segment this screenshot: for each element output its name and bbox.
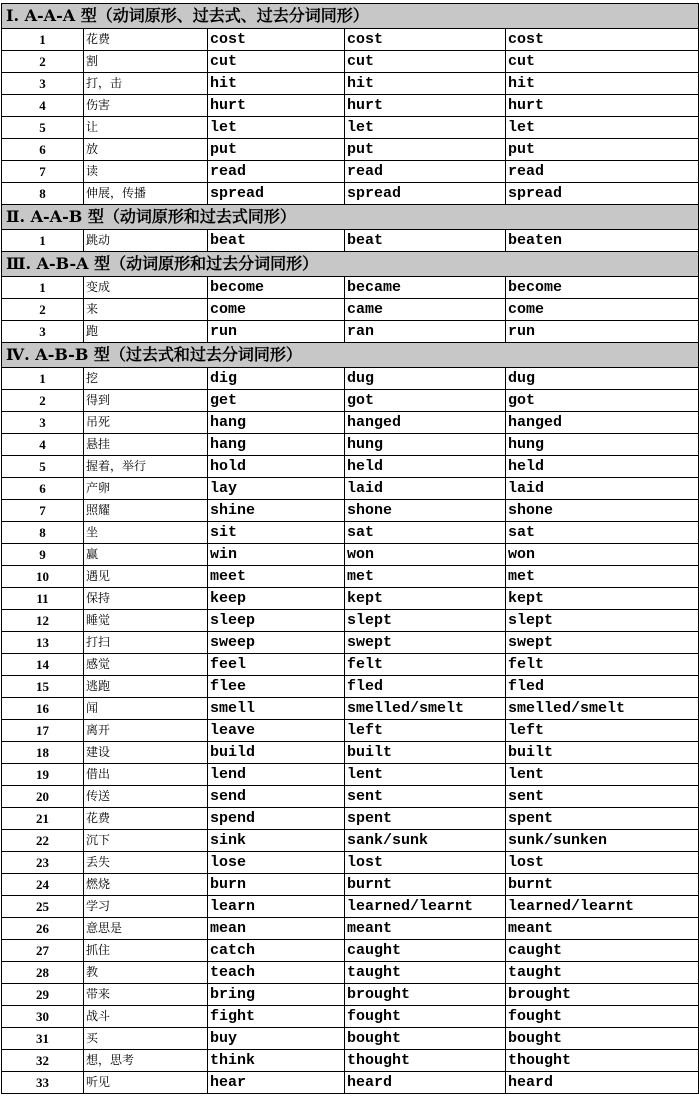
- past-tense: brought: [345, 984, 506, 1006]
- chinese-meaning: 变成: [84, 277, 208, 299]
- past-tense: spread: [345, 183, 506, 205]
- table-row: [2, 230, 699, 252]
- table-row: [2, 874, 699, 896]
- past-tense: let: [345, 117, 506, 139]
- chinese-meaning: 离开: [84, 720, 208, 742]
- table-row: [2, 742, 699, 764]
- past-participle: held: [506, 456, 699, 478]
- table-row: [2, 896, 699, 918]
- past-tense: put: [345, 139, 506, 161]
- base-form: bring: [208, 984, 345, 1006]
- base-form: fight: [208, 1006, 345, 1028]
- past-participle: thought: [506, 1050, 699, 1072]
- section-header-row: [2, 4, 699, 29]
- past-tense: burnt: [345, 874, 506, 896]
- base-form: keep: [208, 588, 345, 610]
- chinese-meaning: 听见: [84, 1072, 208, 1094]
- base-form: burn: [208, 874, 345, 896]
- past-participle: won: [506, 544, 699, 566]
- past-participle: brought: [506, 984, 699, 1006]
- past-participle: come: [506, 299, 699, 321]
- row-number: 8: [2, 522, 84, 544]
- chinese-meaning: 逃跑: [84, 676, 208, 698]
- row-number: 1: [2, 277, 84, 299]
- past-participle: kept: [506, 588, 699, 610]
- past-participle: spread: [506, 183, 699, 205]
- chinese-meaning: 来: [84, 299, 208, 321]
- chinese-meaning: 建设: [84, 742, 208, 764]
- past-tense: caught: [345, 940, 506, 962]
- section-header-row: [2, 205, 699, 230]
- chinese-meaning: 读: [84, 161, 208, 183]
- row-number: 4: [2, 95, 84, 117]
- past-tense: hanged: [345, 412, 506, 434]
- row-number: 1: [2, 230, 84, 252]
- past-tense: felt: [345, 654, 506, 676]
- chinese-meaning: 跑: [84, 321, 208, 343]
- past-tense: spent: [345, 808, 506, 830]
- base-form: mean: [208, 918, 345, 940]
- past-participle: built: [506, 742, 699, 764]
- verb-table-body: [2, 4, 699, 1094]
- past-tense: met: [345, 566, 506, 588]
- past-participle: meant: [506, 918, 699, 940]
- past-tense: bought: [345, 1028, 506, 1050]
- row-number: 14: [2, 654, 84, 676]
- table-row: [2, 95, 699, 117]
- table-row: [2, 764, 699, 786]
- base-form: beat: [208, 230, 345, 252]
- row-number: 8: [2, 183, 84, 205]
- past-tense: taught: [345, 962, 506, 984]
- chinese-meaning: 伤害: [84, 95, 208, 117]
- base-form: lay: [208, 478, 345, 500]
- row-number: 13: [2, 632, 84, 654]
- base-form: meet: [208, 566, 345, 588]
- chinese-meaning: 让: [84, 117, 208, 139]
- past-tense: hung: [345, 434, 506, 456]
- past-tense: shone: [345, 500, 506, 522]
- base-form: send: [208, 786, 345, 808]
- base-form: cost: [208, 29, 345, 51]
- base-form: learn: [208, 896, 345, 918]
- base-form: let: [208, 117, 345, 139]
- table-row: [2, 1050, 699, 1072]
- chinese-meaning: 传送: [84, 786, 208, 808]
- past-participle: lost: [506, 852, 699, 874]
- table-row: [2, 478, 699, 500]
- table-row: [2, 698, 699, 720]
- row-number: 18: [2, 742, 84, 764]
- past-participle: learned/learnt: [506, 896, 699, 918]
- section-title: Ⅳ. A-B-B 型（过去式和过去分词同形）: [2, 343, 699, 368]
- past-participle: slept: [506, 610, 699, 632]
- table-row: [2, 1072, 699, 1094]
- table-row: [2, 368, 699, 390]
- row-number: 1: [2, 368, 84, 390]
- base-form: come: [208, 299, 345, 321]
- row-number: 1: [2, 29, 84, 51]
- past-participle: lent: [506, 764, 699, 786]
- chinese-meaning: 遇见: [84, 566, 208, 588]
- past-tense: lent: [345, 764, 506, 786]
- past-participle: heard: [506, 1072, 699, 1094]
- past-participle: run: [506, 321, 699, 343]
- table-row: [2, 161, 699, 183]
- past-participle: cost: [506, 29, 699, 51]
- chinese-meaning: 坐: [84, 522, 208, 544]
- chinese-meaning: 带来: [84, 984, 208, 1006]
- chinese-meaning: 跳动: [84, 230, 208, 252]
- base-form: hang: [208, 434, 345, 456]
- row-number: 29: [2, 984, 84, 1006]
- table-row: [2, 940, 699, 962]
- chinese-meaning: 花费: [84, 808, 208, 830]
- table-row: [2, 117, 699, 139]
- row-number: 3: [2, 412, 84, 434]
- base-form: cut: [208, 51, 345, 73]
- table-row: [2, 830, 699, 852]
- base-form: hurt: [208, 95, 345, 117]
- row-number: 24: [2, 874, 84, 896]
- table-row: [2, 456, 699, 478]
- past-participle: fled: [506, 676, 699, 698]
- row-number: 5: [2, 117, 84, 139]
- past-participle: hurt: [506, 95, 699, 117]
- table-row: [2, 321, 699, 343]
- base-form: teach: [208, 962, 345, 984]
- past-participle: bought: [506, 1028, 699, 1050]
- chinese-meaning: 挖: [84, 368, 208, 390]
- table-row: [2, 544, 699, 566]
- row-number: 16: [2, 698, 84, 720]
- row-number: 31: [2, 1028, 84, 1050]
- past-participle: dug: [506, 368, 699, 390]
- past-tense: built: [345, 742, 506, 764]
- section-title: Ⅲ. A-B-A 型（动词原形和过去分词同形）: [2, 252, 699, 277]
- base-form: build: [208, 742, 345, 764]
- past-participle: taught: [506, 962, 699, 984]
- past-tense: slept: [345, 610, 506, 632]
- row-number: 2: [2, 299, 84, 321]
- table-row: [2, 962, 699, 984]
- table-row: [2, 676, 699, 698]
- row-number: 27: [2, 940, 84, 962]
- chinese-meaning: 教: [84, 962, 208, 984]
- table-row: [2, 632, 699, 654]
- base-form: hold: [208, 456, 345, 478]
- base-form: hang: [208, 412, 345, 434]
- past-participle: caught: [506, 940, 699, 962]
- chinese-meaning: 花费: [84, 29, 208, 51]
- past-participle: felt: [506, 654, 699, 676]
- past-tense: ran: [345, 321, 506, 343]
- chinese-meaning: 丢失: [84, 852, 208, 874]
- past-participle: sunk/sunken: [506, 830, 699, 852]
- base-form: sit: [208, 522, 345, 544]
- table-row: [2, 566, 699, 588]
- base-form: feel: [208, 654, 345, 676]
- chinese-meaning: 赢: [84, 544, 208, 566]
- chinese-meaning: 战斗: [84, 1006, 208, 1028]
- past-tense: fought: [345, 1006, 506, 1028]
- row-number: 2: [2, 51, 84, 73]
- base-form: leave: [208, 720, 345, 742]
- row-number: 7: [2, 500, 84, 522]
- past-tense: fled: [345, 676, 506, 698]
- row-number: 7: [2, 161, 84, 183]
- base-form: read: [208, 161, 345, 183]
- base-form: shine: [208, 500, 345, 522]
- section-header-row: [2, 252, 699, 277]
- past-participle: laid: [506, 478, 699, 500]
- row-number: 32: [2, 1050, 84, 1072]
- row-number: 6: [2, 139, 84, 161]
- past-tense: cost: [345, 29, 506, 51]
- chinese-meaning: 睡觉: [84, 610, 208, 632]
- row-number: 15: [2, 676, 84, 698]
- table-row: [2, 1006, 699, 1028]
- base-form: spread: [208, 183, 345, 205]
- table-row: [2, 139, 699, 161]
- past-tense: learned/learnt: [345, 896, 506, 918]
- past-participle: spent: [506, 808, 699, 830]
- base-form: lend: [208, 764, 345, 786]
- row-number: 9: [2, 544, 84, 566]
- past-tense: kept: [345, 588, 506, 610]
- row-number: 25: [2, 896, 84, 918]
- row-number: 5: [2, 456, 84, 478]
- base-form: sink: [208, 830, 345, 852]
- past-participle: read: [506, 161, 699, 183]
- chinese-meaning: 悬挂: [84, 434, 208, 456]
- past-tense: smelled/smelt: [345, 698, 506, 720]
- table-row: [2, 277, 699, 299]
- base-form: get: [208, 390, 345, 412]
- base-form: hear: [208, 1072, 345, 1094]
- past-tense: got: [345, 390, 506, 412]
- past-tense: sat: [345, 522, 506, 544]
- chinese-meaning: 燃烧: [84, 874, 208, 896]
- past-tense: left: [345, 720, 506, 742]
- base-form: hit: [208, 73, 345, 95]
- row-number: 20: [2, 786, 84, 808]
- row-number: 30: [2, 1006, 84, 1028]
- past-participle: hit: [506, 73, 699, 95]
- table-row: [2, 51, 699, 73]
- base-form: spend: [208, 808, 345, 830]
- base-form: become: [208, 277, 345, 299]
- past-participle: sent: [506, 786, 699, 808]
- past-tense: hit: [345, 73, 506, 95]
- past-tense: meant: [345, 918, 506, 940]
- row-number: 33: [2, 1072, 84, 1094]
- past-tense: swept: [345, 632, 506, 654]
- chinese-meaning: 买: [84, 1028, 208, 1050]
- chinese-meaning: 伸展，传播: [84, 183, 208, 205]
- row-number: 28: [2, 962, 84, 984]
- past-tense: cut: [345, 51, 506, 73]
- irregular-verb-table: [1, 3, 699, 1094]
- table-row: [2, 852, 699, 874]
- table-row: [2, 720, 699, 742]
- chinese-meaning: 握着，举行: [84, 456, 208, 478]
- table-row: [2, 610, 699, 632]
- table-row: [2, 1028, 699, 1050]
- row-number: 2: [2, 390, 84, 412]
- chinese-meaning: 产卵: [84, 478, 208, 500]
- table-row: [2, 412, 699, 434]
- past-participle: hung: [506, 434, 699, 456]
- row-number: 4: [2, 434, 84, 456]
- chinese-meaning: 得到: [84, 390, 208, 412]
- row-number: 21: [2, 808, 84, 830]
- past-tense: beat: [345, 230, 506, 252]
- table-row: [2, 434, 699, 456]
- past-tense: held: [345, 456, 506, 478]
- past-tense: thought: [345, 1050, 506, 1072]
- table-row: [2, 808, 699, 830]
- chinese-meaning: 打扫: [84, 632, 208, 654]
- chinese-meaning: 割: [84, 51, 208, 73]
- past-participle: got: [506, 390, 699, 412]
- chinese-meaning: 照耀: [84, 500, 208, 522]
- base-form: lose: [208, 852, 345, 874]
- base-form: sleep: [208, 610, 345, 632]
- base-form: smell: [208, 698, 345, 720]
- chinese-meaning: 沉下: [84, 830, 208, 852]
- past-participle: put: [506, 139, 699, 161]
- row-number: 10: [2, 566, 84, 588]
- section-title: Ⅱ. A-A-B 型（动词原形和过去式同形）: [2, 205, 699, 230]
- base-form: flee: [208, 676, 345, 698]
- past-participle: shone: [506, 500, 699, 522]
- past-participle: fought: [506, 1006, 699, 1028]
- base-form: sweep: [208, 632, 345, 654]
- row-number: 12: [2, 610, 84, 632]
- base-form: win: [208, 544, 345, 566]
- past-participle: beaten: [506, 230, 699, 252]
- base-form: run: [208, 321, 345, 343]
- table-row: [2, 918, 699, 940]
- chinese-meaning: 意思是: [84, 918, 208, 940]
- row-number: 23: [2, 852, 84, 874]
- past-participle: burnt: [506, 874, 699, 896]
- past-tense: read: [345, 161, 506, 183]
- table-row: [2, 299, 699, 321]
- chinese-meaning: 学习: [84, 896, 208, 918]
- row-number: 6: [2, 478, 84, 500]
- past-tense: sent: [345, 786, 506, 808]
- past-participle: smelled/smelt: [506, 698, 699, 720]
- past-participle: left: [506, 720, 699, 742]
- past-participle: let: [506, 117, 699, 139]
- row-number: 26: [2, 918, 84, 940]
- table-row: [2, 390, 699, 412]
- table-row: [2, 73, 699, 95]
- base-form: dig: [208, 368, 345, 390]
- past-tense: won: [345, 544, 506, 566]
- chinese-meaning: 放: [84, 139, 208, 161]
- table-row: [2, 786, 699, 808]
- table-row: [2, 654, 699, 676]
- chinese-meaning: 抓住: [84, 940, 208, 962]
- row-number: 3: [2, 321, 84, 343]
- past-tense: dug: [345, 368, 506, 390]
- section-header-row: [2, 343, 699, 368]
- chinese-meaning: 感觉: [84, 654, 208, 676]
- base-form: catch: [208, 940, 345, 962]
- chinese-meaning: 想，思考: [84, 1050, 208, 1072]
- row-number: 3: [2, 73, 84, 95]
- base-form: think: [208, 1050, 345, 1072]
- past-tense: sank/sunk: [345, 830, 506, 852]
- past-participle: swept: [506, 632, 699, 654]
- chinese-meaning: 闻: [84, 698, 208, 720]
- chinese-meaning: 借出: [84, 764, 208, 786]
- past-tense: came: [345, 299, 506, 321]
- row-number: 22: [2, 830, 84, 852]
- past-participle: cut: [506, 51, 699, 73]
- table-row: [2, 183, 699, 205]
- past-participle: sat: [506, 522, 699, 544]
- past-tense: became: [345, 277, 506, 299]
- past-participle: met: [506, 566, 699, 588]
- table-row: [2, 29, 699, 51]
- table-row: [2, 984, 699, 1006]
- past-tense: laid: [345, 478, 506, 500]
- chinese-meaning: 保持: [84, 588, 208, 610]
- row-number: 17: [2, 720, 84, 742]
- chinese-meaning: 打，击: [84, 73, 208, 95]
- past-tense: heard: [345, 1072, 506, 1094]
- past-tense: lost: [345, 852, 506, 874]
- table-row: [2, 588, 699, 610]
- row-number: 19: [2, 764, 84, 786]
- chinese-meaning: 吊死: [84, 412, 208, 434]
- table-row: [2, 500, 699, 522]
- past-participle: hanged: [506, 412, 699, 434]
- past-tense: hurt: [345, 95, 506, 117]
- past-participle: become: [506, 277, 699, 299]
- table-row: [2, 522, 699, 544]
- row-number: 11: [2, 588, 84, 610]
- base-form: buy: [208, 1028, 345, 1050]
- section-title: Ⅰ. A-A-A 型（动词原形、过去式、过去分词同形）: [2, 4, 699, 29]
- base-form: put: [208, 139, 345, 161]
